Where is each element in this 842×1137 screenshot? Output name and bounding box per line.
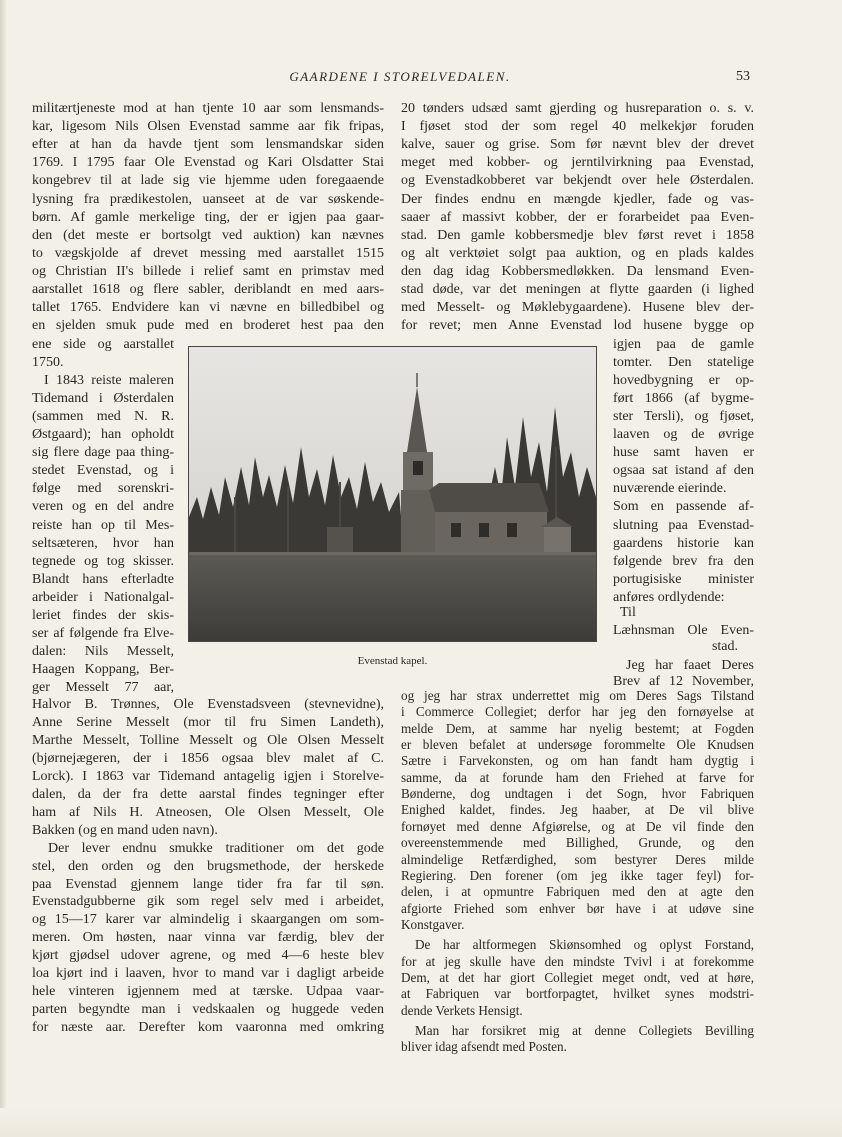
letter-line: er bleven befalet at undersøge forommelte Ole Knudsen [401, 737, 754, 753]
letter-line: og jeg har strax underrettet mig om Deres Sags Tilstand [401, 688, 754, 703]
text-line: med Messelt- og Møklebygaardene). Husene blev der- [401, 300, 754, 316]
text-line: Tidemand i Østerdalen [32, 391, 174, 407]
text-line: arbeider i Nationalgal- [32, 589, 174, 605]
text-line: saaer af massivt kobber, der er forarbeidet paa Even- [401, 209, 754, 225]
letter-line: dende Verkets Hensigt. [401, 1002, 523, 1018]
text-line: og Christian II's billede i relief samt en primstav med [32, 263, 384, 279]
text-line: og 15—17 karer var almindelig i skaargangen om som- [32, 912, 384, 928]
text-line: Marthe Messelt, Tolline Messelt og Ole Olsen Messelt [32, 732, 384, 748]
letter-line: De har altformegen Skiønsomhed og oplyst Forstand, [415, 937, 754, 953]
running-header: GAARDENE I STORELVEDALEN. [289, 69, 511, 84]
letter-line: Brev af 12 November, [613, 674, 754, 689]
letter-line: afgiorte Friehed som enhver bør have i at udøve sine [401, 900, 754, 916]
letter-line: Dem, at det har giort Collegiet meget ondt, ved at høre, [401, 969, 754, 985]
text-line: Lorck). I 1863 var Tidemand antagelig igjen i Storelve- [32, 768, 384, 784]
text-line: og alt verktøiet solgt paa auktion, og en plads kaldes [401, 245, 754, 261]
letter-line: Jeg har faaet Deres [626, 658, 754, 673]
text-line: parten begyndte man i vedskaalen og huggede veden [32, 1002, 384, 1018]
text-line: den dag idag Kobbersmedløkken. Da lensmand Even- [401, 263, 754, 279]
text-line: hele vinteren igjennem med at tærske. Udpaa vaar- [32, 984, 384, 1000]
text-line: nuværende eierinde. [613, 481, 727, 497]
text-line: tomter. Den statelige [613, 355, 754, 371]
text-line: kjørt gjødsel udover agrene, og med 4—6 heste blev [32, 948, 384, 964]
text-line: portugisiske minister [613, 571, 754, 587]
text-line: tegnede og tog skisser. [32, 553, 174, 569]
letter-line: melde Dem, at samme har nyelig bestemt; at Fogden [401, 720, 754, 736]
text-line: hovedbygning er op- [613, 373, 754, 389]
text-line: Østgaard); han opholdt [32, 427, 174, 443]
text-line: en sjelden smuk pude med en broderet hest paa den [32, 318, 384, 334]
text-line: leriet findes der skis- [32, 607, 174, 623]
text-line: sig flere dage paa thing- [32, 445, 174, 461]
text-line: seltsæteren, hvor han [32, 535, 174, 551]
letter-line: Sætre i Farvekonsten, og om han fandt ham dygtig i [401, 753, 754, 769]
paper-bottom-margin [0, 1108, 842, 1137]
text-line: Evenstadgubberne gik som regel selv med i arbeidet, [32, 894, 384, 910]
text-line: ført 1866 (af bygme- [613, 391, 754, 407]
text-line: for revet; men Anne Evenstad lod husene bygge op [401, 318, 754, 334]
letter-line: Bønderne, dog undtagen i det Sogn, hvor Fabriquen [401, 786, 754, 802]
text-line: ene side og aarstallet [32, 337, 174, 352]
paper-edge [0, 0, 6, 1137]
text-line: meren. Om høsten, naar vinna var færdig, blev der [32, 930, 384, 946]
letter-line: overeenstemmende med Billighed, Grunde, og den [401, 835, 754, 851]
text-line: børn. Af gamle merkelige ting, der er igjen paa gaar- [32, 209, 384, 225]
text-line: kalve, sauer og grise. Som før nævnt blev der drevet [401, 137, 754, 153]
text-line: ham af Nils H. Atneosen, Ole Olsen Messelt, Ole [32, 804, 384, 820]
text-line: Halvor B. Trønnes, Ole Evenstadsveen (stevnevidne), [32, 697, 384, 712]
letter-line: bliver idag afsendt med Posten. [401, 1039, 567, 1055]
letter-line: Man har forsikret mig at denne Collegiets Bevilling [415, 1023, 754, 1038]
letter-line: delen, i at opmuntre Fabriquen med den at agte den [401, 884, 754, 900]
text-line: veren og en del andre [32, 499, 174, 515]
letter-address-line: Til [620, 605, 636, 620]
text-line: I 1843 reiste maleren [44, 373, 174, 389]
text-line: paa Evenstad gjennem lange tider fra far til søn. [32, 876, 384, 892]
text-line: følgende brev fra den [613, 553, 754, 569]
text-line: kongebrev til at lade sig vie hjemme uden foregaaende [32, 173, 384, 189]
letter-line: Regiering. Den forener (om jeg ikke tager feyl) for- [401, 867, 754, 883]
text-line: igjen paa de gamle [613, 337, 754, 352]
text-line: stad. Den gamle kobbersmedje blev først revet i 1858 [401, 227, 754, 243]
letter-line: almindelige Retfærdighed, som bestyrer Deres milde [401, 851, 754, 867]
letter-line: i Commerce Collegiet; derfor har jeg den fornøyelse at [401, 704, 754, 720]
text-line: dalen, da der fra dette aarstal findes tegninger efter [32, 786, 384, 802]
text-line: (sammen med N. R. [32, 409, 174, 425]
text-line: slutning paa Evenstad- [613, 517, 754, 533]
text-line: Blandt hans efterladte [32, 571, 174, 587]
text-line: Haagen Koppang, Ber- [32, 661, 174, 677]
text-line: aarstallet 1618 og flere sabler, deriblandt en med aars- [32, 282, 384, 297]
text-line: ser af følgende fra Elve- [32, 625, 174, 641]
letter-line: fornøyet med denne Afgiørelse, og at De vil finde den [401, 818, 754, 834]
text-line: den (det meste er bortsolgt ved auktion) kan nævnes [32, 227, 384, 243]
text-line: ster Tersli), og fjøset, [613, 409, 754, 425]
letter-address-line: stad. [711, 639, 738, 654]
text-line: ger Messelt 77 aar, [32, 679, 174, 695]
text-line: huse samt haven er [613, 445, 754, 461]
text-line: militærtjeneste mod at han tjente 10 aar som lensmands- [32, 101, 384, 116]
text-line: følge med sorenskri- [32, 481, 174, 497]
text-line: anføres ordlydende: [613, 589, 725, 605]
text-line: stedet Evenstad, og i [32, 463, 174, 479]
text-line: 1769. I 1795 faar Ole Evenstad og Kari Olsdatter Stai [32, 155, 384, 171]
text-line: 20 tønders udsæd samt gjerding og husreparation o. s. v. [401, 101, 754, 116]
letter-line: at Fabriquen var bortforpagtet, hvilket synes modstri- [401, 986, 754, 1002]
text-line: Som en passende af- [613, 499, 754, 515]
page-number: 53 [736, 69, 750, 84]
text-line: efter at han da havde tjent som lensmandskar siden [32, 137, 384, 153]
text-line: loa kjørt ind i laaven, hvor to mand var i dagligt arbeide [32, 966, 384, 982]
text-line: tallet 1765. Endvidere kan vi nævne en billedbibel og [32, 300, 384, 316]
letter-address-line: Læhnsman Ole Even- [613, 623, 754, 638]
text-line: laaven og de øvrige [613, 427, 754, 443]
text-line: Anne Serine Messelt (mor til fru Simen Landeth), [32, 714, 384, 730]
meadow [189, 552, 596, 641]
text-line: meget med kobber- og jerntilvirkning paa Evenstad, [401, 155, 754, 171]
text-line: to vægskjolde af drevet messing med aarstallet 1515 [32, 245, 384, 261]
text-line: lysning fra prædikestolen, uanseet at de var søskende- [32, 191, 384, 207]
text-line: gaardens historie kan [613, 535, 754, 551]
text-line: ogsaa sat istand af den [613, 463, 754, 479]
text-line: 1750. [32, 355, 64, 371]
text-line: reiste han op til Mes- [32, 517, 174, 533]
text-line: Der findes endnu en mængde kjedler, fade og vas- [401, 191, 754, 207]
letter-line: for at jeg skulle have den mindste Tvivl i at forekomme [401, 953, 754, 969]
figure-caption: Evenstad kapel. [357, 655, 428, 667]
text-line: og Evenstadkobberet var bekjendt over hele Østerdalen. [401, 173, 754, 189]
text-line: Der lever endnu smukke traditioner om det gode [48, 840, 384, 856]
text-line: stad døde, var det meningen at flytte gaarden (i lighed [401, 282, 754, 297]
chapel-photograph [188, 346, 597, 642]
letter-line: Konstgaver. [401, 916, 465, 932]
text-line: Bakken (og en mand uden navn). [32, 822, 218, 838]
text-line: I fjøset stod der som regel 40 melkekjør foruden [401, 119, 754, 135]
letter-line: samme, da at forunde ham den Friehed at farve for [401, 769, 754, 785]
text-line: (bjørnejægeren, der i 1856 ogsaa blev malet af C. [32, 750, 384, 766]
text-line: kar, ligesom Nils Olsen Evenstad samme aar fik fripas, [32, 119, 384, 135]
chapel-illustration [189, 347, 596, 641]
text-line: stel, den orden og den brugsmethode, der herskede [32, 858, 384, 874]
letter-line: Enighed kaldet, findes. Jeg haaber, at De vil blive [401, 802, 754, 818]
text-line: dalen: Nils Messelt, [32, 643, 174, 659]
text-line: for næste aar. Derefter kom vaaronna med omkring [32, 1020, 384, 1036]
